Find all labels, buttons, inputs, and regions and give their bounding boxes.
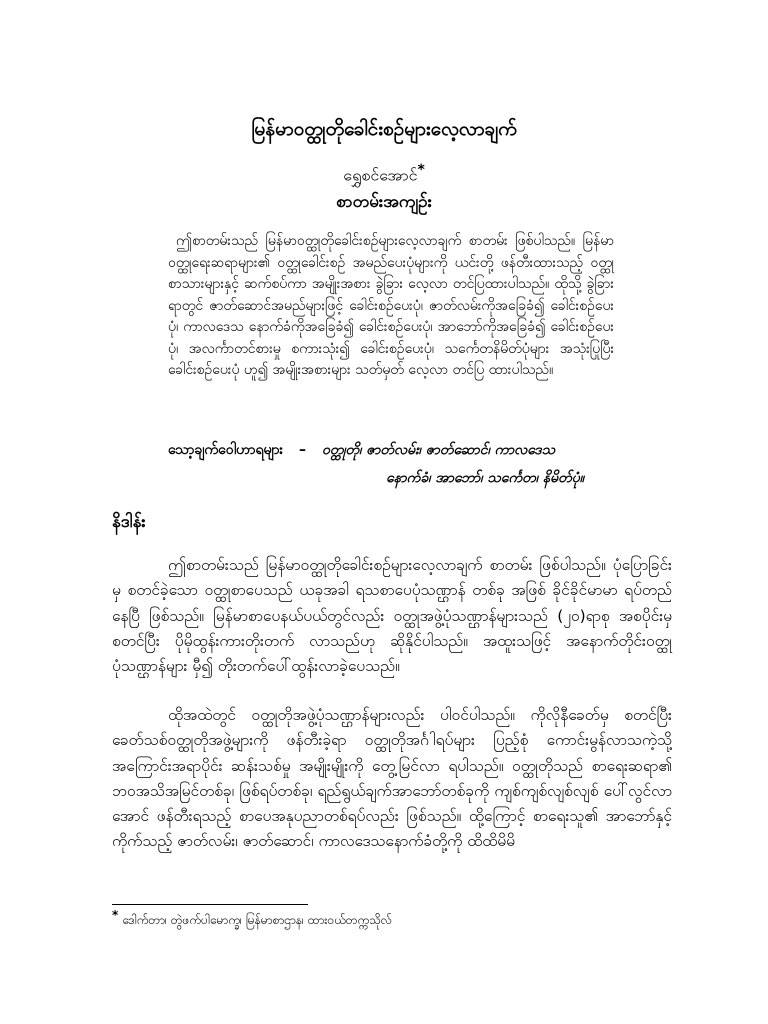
author-footnote-mark: *: [417, 162, 425, 178]
footnote-text: ဒေါက်တာ၊ တွဲဖက်ပါမောက္ခ၊ မြန်မာစာဌာန၊ ထားဝယ်တက္ကသိုလ်: [122, 913, 393, 927]
keywords-block: [168, 436, 614, 492]
keywords-dash: –: [299, 442, 307, 458]
introduction-paragraph-2: ထိုအထဲတွင် ဝတ္ထုတိုအဖွဲ့ပုံသဏ္ဌာန်များလည်း ပါဝင်ပါသည်။ ကိုလိုနီခေတ်မှ စတင်ပြီး ခေတ်သစ်ဝတ္ထုတိုအဖွဲ့များကို ဖန်တီးခဲ့ရာ ဝတ္ထုတိုအင်္ဂါရပ်များ ပြည့်စုံ ကောင်းမွန်လာသကဲ့သို့ အကြောင်းအရာပိုင်း ဆန်းသစ်မှု အမျိုးမျိုးကို တွေ့မြင်လာ ရပါသည်။ ဝတ္ထုတိုသည် စာရေးဆရာ၏ ဘဝအသိအမြင်တစ်ခု၊ ဖြစ်ရပ်တစ်ခု၊ ရည်ရွယ်ချက်အာဘော်တစ်ခုကို ကျစ်ကျစ်လျစ်လျစ် ပေါ်လွင်လာအောင် ဖန်တီးရသည့် စာပေအနုပညာတစ်ရပ်လည်း ဖြစ်သည်။ ထို့ကြောင့် စာရေးသူ၏ အာဘော်နှင့် ကိုက်သည့် ဇာတ်လမ်း၊ ဇာတ်ဆောင်၊ ကာလဒေသနောက်ခံတို့ကို ထိထိမိမိ: [112, 706, 672, 851]
footnote-mark: *: [112, 908, 119, 922]
keywords-line-2: နောက်ခံ၊ အာဘော်၊ သင်္ကေတ၊ နိမိတ်ပုံ။: [386, 470, 584, 486]
keywords-line-1: ဝတ္ထုတို၊ ဇာတ်လမ်း၊ ဇာတ်ဆောင်၊ ကာလဒေသ: [322, 442, 556, 458]
paper-title: မြန်မာဝတ္ထုတိုခေါင်းစဉ်များလေ့လာချက်: [251, 118, 517, 140]
introduction-heading: နိဒါန်း: [112, 512, 146, 532]
author-line: [0, 158, 768, 187]
keywords-label: သော့ချက်ဝေါဟာရများ: [168, 442, 284, 458]
abstract-heading: စာတမ်းအကျဉ်း: [336, 192, 432, 212]
footnote: [112, 905, 672, 930]
author-name: ရွှေစင်အောင်: [343, 165, 418, 185]
abstract-text: ဤစာတမ်းသည် မြန်မာဝတ္ထုတိုခေါင်းစဉ်များလေ့လာချက် စာတမ်း ဖြစ်ပါသည်။ မြန်မာဝတ္ထုရေးဆရာများ၏ ဝတ္ထုခေါင်းစဉ် အမည်ပေးပုံများကို ယင်းတို့ ဖန်တီးထားသည့် ဝတ္ထုစာသားများနှင့် ဆက်စပ်ကာ အမျိုးအစား ခွဲခြား လေ့လာ တင်ပြထားပါသည်။ ထိုသို့ ခွဲခြားရာတွင် ဇာတ်ဆောင်အမည်များဖြင့် ခေါင်းစဉ်ပေးပုံ၊ ဇာတ်လမ်းကိုအခြေခံ၍ ခေါင်းစဉ်ပေးပုံ၊ ကာလဒေသ နောက်ခံကိုအခြေခံ၍ ခေါင်းစဉ်ပေးပုံ၊ အာဘော်ကိုအခြေခံ၍ ခေါင်းစဉ်ပေးပုံ၊ အလင်္ကာတင်စားမှု စကားသုံး၍ ခေါင်းစဉ်ပေးပုံ၊ သင်္ကေတနိမိတ်ပုံများ အသုံးပြုပြီး ခေါင်းစဉ်ပေးပုံ ဟူ၍ အမျိုးအစားများ သတ်မှတ် လေ့လာ တင်ပြ ထားပါသည်။: [168, 233, 614, 378]
introduction-paragraph-1: ဤစာတမ်းသည် မြန်မာဝတ္ထုတိုခေါင်းစဉ်များလေ့လာချက် စာတမ်း ဖြစ်ပါသည်။ ပုံပြောခြင်းမှ စတင်ခဲ့သော ဝတ္ထုစာပေသည် ယခုအခါ ရသစာပေပုံသဏ္ဌာန် တစ်ခု အဖြစ် ခိုင်ခိုင်မာမာ ရပ်တည်နေပြီ ဖြစ်သည်။ မြန်မာစာပေနယ်ပယ်တွင်လည်း ဝတ္ထုအဖွဲ့ပုံသဏ္ဌာန်များသည် (၂၀)ရာစု အစပိုင်းမှ စတင်ပြီး ပိုမိုထွန်းကားတိုးတက် လာသည်ဟု ဆိုနိုင်ပါသည်။ အထူးသဖြင့် အနောက်တိုင်းဝတ္ထုပုံသဏ္ဌာန်များ မှီ၍ တိုးတက်ပေါ်ထွန်းလာခဲ့ပေသည်။: [112, 556, 672, 676]
